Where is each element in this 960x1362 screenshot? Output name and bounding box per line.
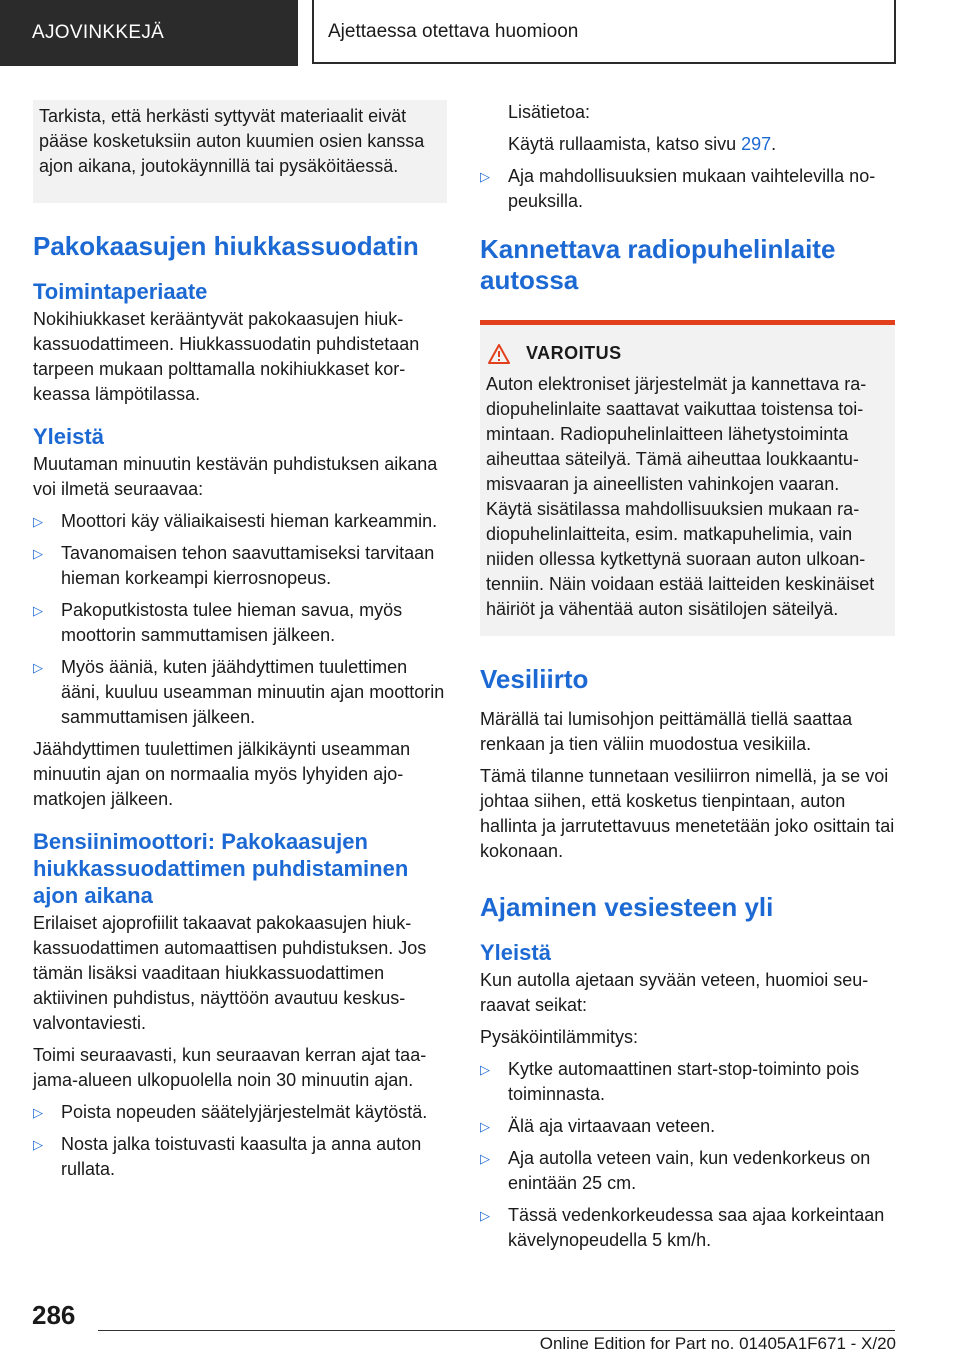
list-item: ▷ Aja autolla veteen vain, kun vedenkorkeus on enintään 25 cm.: [480, 1148, 871, 1193]
triangle-right-icon: ▷: [480, 169, 490, 184]
water-bullet-list: [480, 1057, 895, 1253]
list-item: ▷ Älä aja virtaavaan veteen.: [480, 1114, 895, 1139]
general-bullet-list: [33, 509, 447, 730]
chapter-tab: Ajettaessa otettava huomioon: [312, 0, 896, 64]
list-item: ▷ Pakoputkistosta tulee hieman savua, myös moottorin sammuttamisen jälkeen.: [33, 600, 403, 645]
list-item: ▷ Tässä vedenkorkeudessa saa ajaa korkeintaan kävelynopeudella 5 km/h.: [480, 1205, 885, 1250]
list-item: ▷ Poista nopeuden säätelyjärjestelmät käytöstä.: [33, 1100, 447, 1125]
heading-particle-filter: Pakokaasujen hiukkassuodatin: [33, 231, 419, 261]
note-text: Tarkista, että herkästi syttyvät materiaalit eivät pääse kosketuksiin auton kuumien osien kanssa ajon aikana, joutokäynnillä tai pysäköitäessä.: [39, 106, 425, 176]
list-item: ▷ Moottori käy väliaikaisesti hieman karkeammin.: [33, 509, 447, 534]
warning-text-2: Käytä sisätilassa mahdollisuuksien mukaan radiopuhelinlaitteita, esim. matkapuhelimia, vain niiden ollessa kytkettynä suoraan auton ulkoantenniin. Näin voidaan estää laitteiden keskinäiset häiriöt ja vähentää auton sisätilojen säteilyä.: [486, 499, 875, 619]
petrol-text-2: Toimi seuraavasti, kun seuraavan kerran ajat taajama-alueen ulkopuolella noin 30 minuutin ajan.: [33, 1045, 427, 1090]
list-item: ▷ Myös ääniä, kuten jäähdyttimen tuulettimen ääni, kuuluu useamman minuutin ajan moottorin sammuttamisen jälkeen.: [33, 657, 445, 727]
aquaplaning-text-1: Märällä tai lumisohjon peittämällä tiellä saattaa renkaan ja tien väliin muodostua vesikiila.: [480, 709, 853, 754]
aquaplaning-text-2: Tämä tilanne tunnetaan vesiliirron nimellä, ja se voi johtaa siihen, että kosketus tienpintaan, auton hallinta ja jarrutettavuus menetetään joko osittain tai kokonaan.: [480, 766, 895, 861]
heading-water-crossing: Ajaminen vesiesteen yli: [480, 892, 774, 922]
triangle-right-icon: ▷: [33, 1137, 43, 1152]
warning-triangle-icon: [488, 344, 510, 364]
list-item: ▷ Aja mahdollisuuksien mukaan vaihtelevilla nopeuksilla.: [480, 166, 876, 211]
triangle-right-icon: ▷: [33, 660, 43, 675]
info-label: Lisätietoa:: [508, 102, 591, 122]
warning-text-1: Auton elektroniset järjestelmät ja kannettava radiopuhelinlaite saattavat vaikuttaa toistensa toimintaan. Radiopuhelinlaitteen lähetystoiminta aiheuttaa säteilyä. Tämä aiheuttaa loukkaantumisvaaran ja aineellisten vahinkojen vaaran.: [486, 374, 867, 494]
heading-general-2: Yleistä: [480, 940, 551, 965]
section-tab: AJOVINKKEJÄ: [0, 0, 298, 66]
heading-aquaplaning: Vesiliirto: [480, 664, 589, 694]
triangle-right-icon: ▷: [33, 603, 43, 618]
principle-text: Nokihiukkaset kerääntyvät pakokaasujen hiukkassuodattimeen. Hiukkassuodatin puhdistetaan tarpeen mukaan polttamalla nokihiukkaset korkeassa lämpötilassa.: [33, 309, 420, 404]
page-header: [0, 0, 960, 66]
list-item: ▷ Tavanomaisen tehon saavuttamiseksi tarvitaan hieman korkeampi kierrosnopeus.: [33, 543, 435, 588]
heading-general: Yleistä: [33, 424, 104, 449]
drive-bullet-list: [480, 164, 895, 214]
triangle-right-icon: ▷: [480, 1151, 490, 1166]
warning-title: VAROITUS: [526, 343, 622, 363]
petrol-bullet-list: [33, 1100, 447, 1182]
water-text: Kun autolla ajetaan syvään veteen, huomioi seuraavat seikat:: [480, 970, 869, 1015]
page-number: 286: [32, 1300, 76, 1330]
footer-edition: Online Edition for Part no. 01405A1F671 - X/20: [539, 1334, 896, 1353]
page-reference-link[interactable]: 297: [741, 134, 772, 154]
triangle-right-icon: ▷: [33, 514, 43, 529]
general-text: Muutaman minuutin kestävän puhdistuksen aikana voi ilmetä seuraavaa:: [33, 454, 438, 499]
triangle-right-icon: ▷: [33, 1105, 43, 1120]
petrol-text-1: Erilaiset ajoprofiilit takaavat pakokaasujen hiukkassuodattimen automaattisen puhdistuksen. Jos tämän lisäksi vaaditaan hiukkassuodattimen aktiivinen puhdistus, näyttöön avautuu keskusvalvontaviesti.: [33, 913, 427, 1033]
heating-label: Pysäköintilämmitys:: [480, 1027, 639, 1047]
heading-principle: Toimintaperiaate: [33, 279, 208, 304]
note-box: [33, 100, 447, 203]
triangle-right-icon: ▷: [480, 1208, 490, 1223]
heading-radio: Kannettava radiopuhelinlaite autossa: [480, 234, 836, 295]
triangle-right-icon: ▷: [480, 1119, 490, 1134]
fan-text: Jäähdyttimen tuulettimen jälkikäynti useamman minuutin ajan on normaalia myös lyhyiden ajomatkojen jälkeen.: [33, 739, 411, 809]
left-column: [33, 100, 447, 1189]
warning-box: [480, 320, 895, 636]
list-item: ▷ Nosta jalka toistuvasti kaasulta ja anna auton rullata.: [33, 1134, 422, 1179]
info-text: Käytä rullaamista, katso sivu 297.: [508, 134, 777, 154]
warning-header: [486, 341, 889, 366]
footer-divider: [98, 1330, 895, 1331]
triangle-right-icon: ▷: [33, 546, 43, 561]
heading-petrol-engine: Bensiinimoottori: Pakokaasujen hiukkassuodattimen puhdistaminen ajon aikana: [33, 829, 409, 908]
triangle-right-icon: ▷: [480, 1062, 490, 1077]
list-item: ▷ Kytke automaattinen start-stop-toiminto pois toiminnasta.: [480, 1059, 860, 1104]
right-column: [480, 100, 895, 1260]
